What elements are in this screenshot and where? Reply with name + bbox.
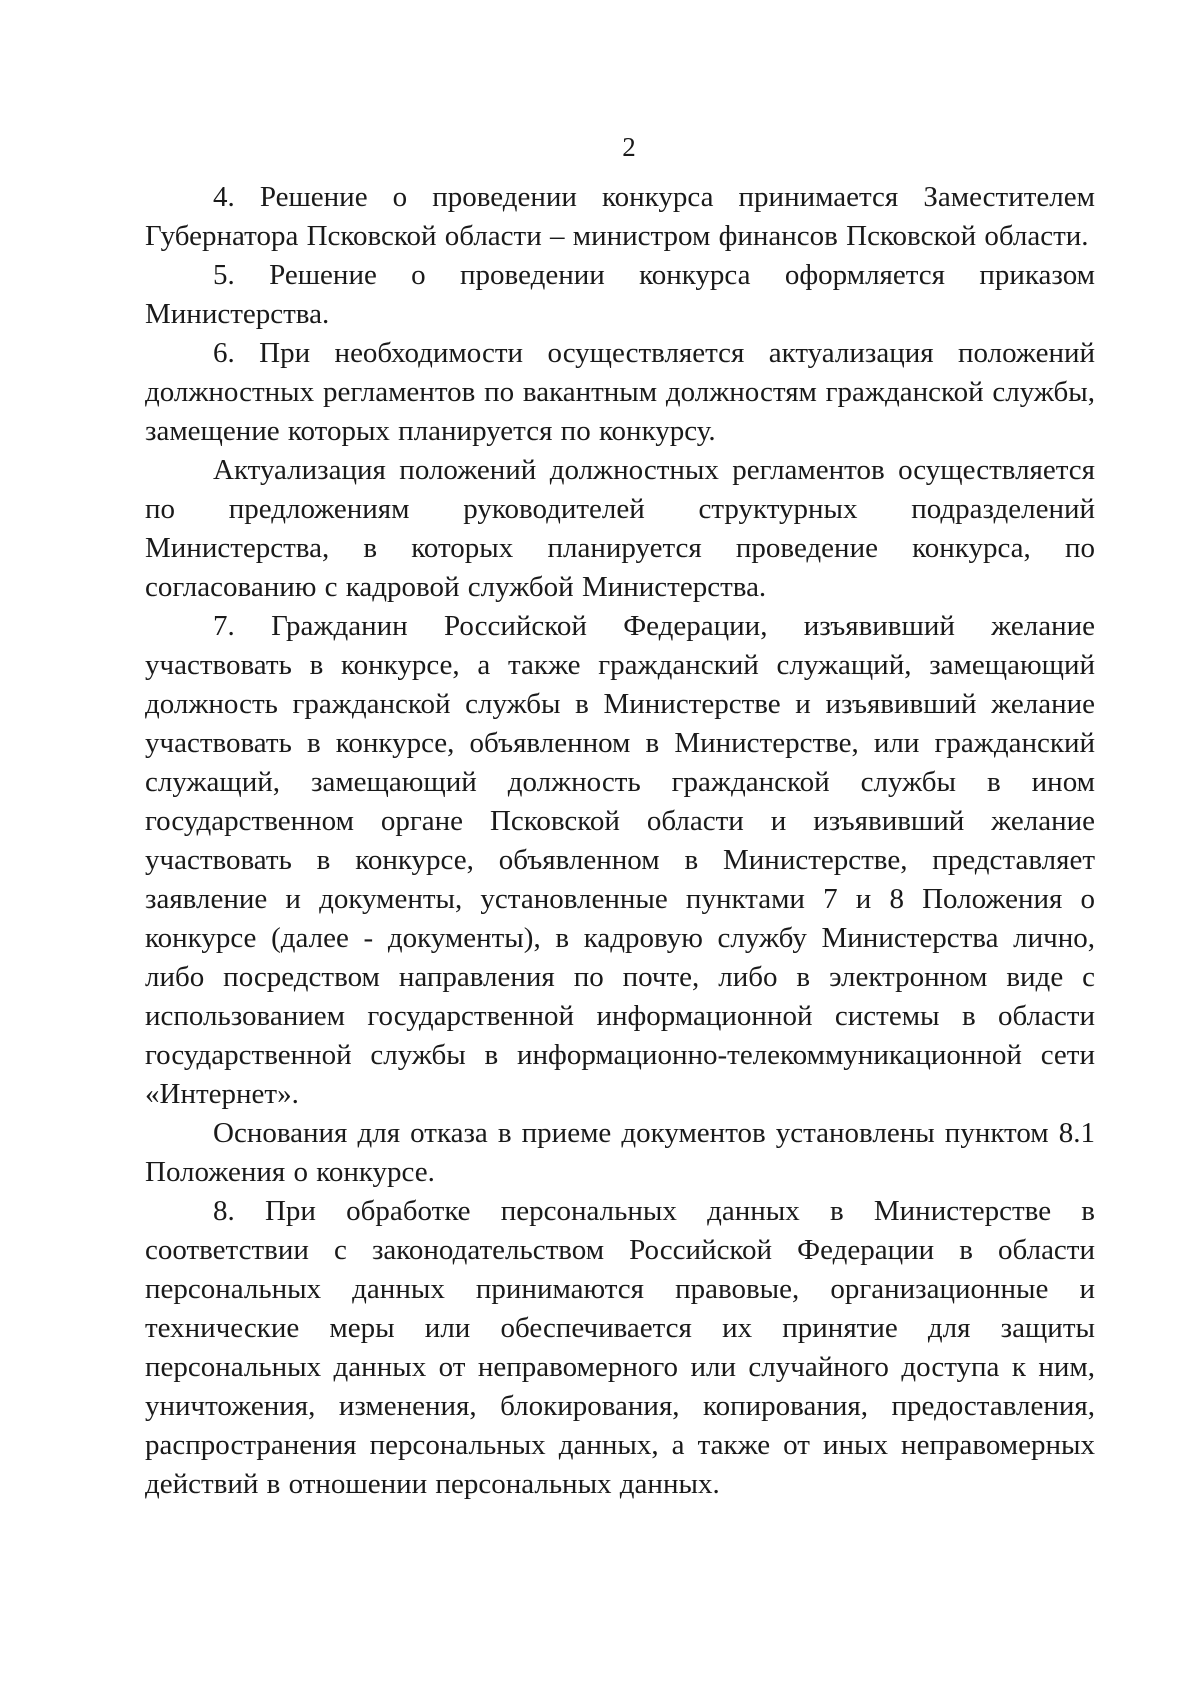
paragraph-6: 6. При необходимости осуществляется актуализация положений должностных регламентов по вакантным должностям гражданской службы, замещение которых планируется по конкурсу. [145,337,1095,447]
paragraph-6-continuation: Актуализация положений должностных регламентов осуществляется по предложениям руководителей структурных подразделений Министерства, в которых планируется проведение конкурса, по согласованию с кадровой службой Министерства. [145,454,1095,603]
paragraph-4: 4. Решение о проведении конкурса принимается Заместителем Губернатора Псковской области – министром финансов Псковской области. [145,181,1095,252]
paragraph-8: 8. При обработке персональных данных в Министерстве в соответствии с законодательством Российской Федерации в области персональных данных принимаются правовые, организационные и технические меры или обеспечивается их принятие для защиты персональных данных от неправомерного или случайного доступа к ним, уничтожения, изменения, блокирования, копирования, предоставления, распространения персональных данных, а также от иных неправомерных действий в отношении персональных данных. [145,1195,1095,1500]
paragraph-7: 7. Гражданин Российской Федерации, изъявивший желание участвовать в конкурсе, а также гражданский служащий, замещающий должность гражданской службы в Министерстве и изъявивший желание участвовать в конкурсе, объявленном в Министерстве, или гражданский служащий, замещающий должность гражданской службы в ином государственном органе Псковской области и изъявивший желание участвовать в конкурсе, объявленном в Министерстве, представляет заявление и документы, установленные пунктами 7 и 8 Положения о конкурсе (далее - документы), в кадровую службу Министерства лично, либо посредством направления по почте, либо в электронном виде с использованием государственной информационной системы в области государственной службы в информационно-телекоммуникационной сети «Интернет». [145,610,1095,1110]
document-page [145,128,1095,1504]
paragraph-5: 5. Решение о проведении конкурса оформляется приказом Министерства. [145,259,1095,330]
paragraph-7-continuation: Основания для отказа в приеме документов установлены пунктом 8.1 Положения о конкурсе. [145,1117,1095,1188]
page-number: 2 [622,132,636,162]
